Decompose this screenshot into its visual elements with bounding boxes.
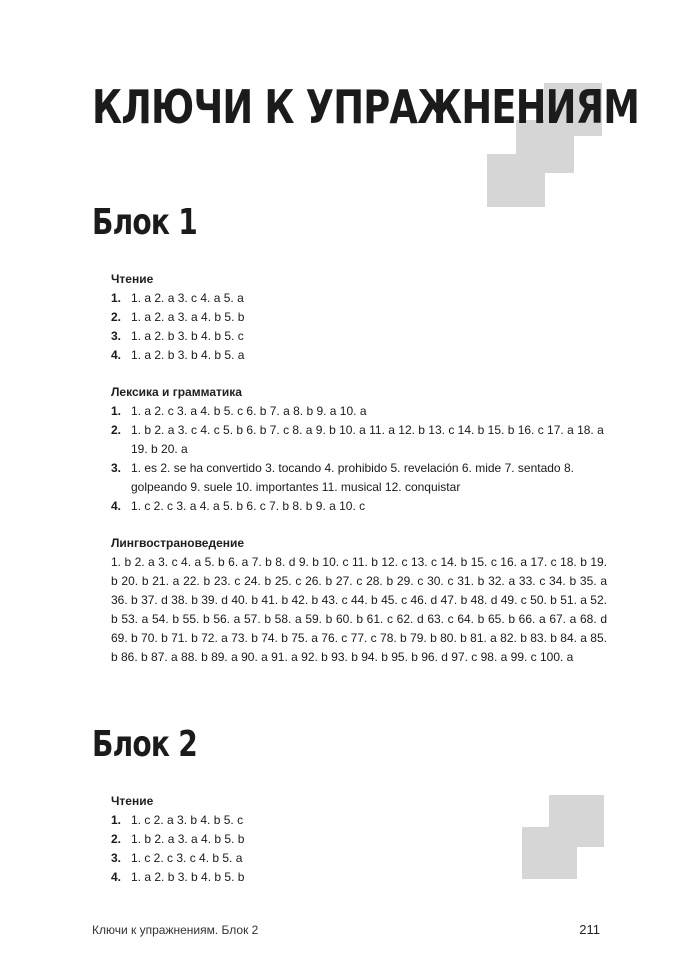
item-number: 4. bbox=[111, 499, 122, 513]
item-number: 3. bbox=[111, 461, 122, 475]
answer-item bbox=[111, 811, 606, 830]
decor-square-top-left bbox=[487, 154, 545, 207]
block1-culture-section bbox=[111, 534, 607, 667]
item-answers: 1. a 2. c 3. a 4. b 5. c 6. b 7. a 8. b 9. a 10. a bbox=[131, 404, 367, 418]
item-number: 1. bbox=[111, 813, 122, 827]
block2-reading-section bbox=[111, 792, 606, 887]
section-title: Чтение bbox=[111, 794, 154, 808]
answer-item bbox=[111, 402, 606, 421]
item-answers: 1. b 2. a 3. a 4. b 5. b bbox=[131, 832, 245, 846]
item-answers: 1. es 2. se ha convertido 3. tocando 4. prohibido 5. revelación 6. mide 7. sentado 8. golpeando 9. suele 10. importantes 11. musical 12. conquistar bbox=[131, 461, 574, 494]
block1-title: Блок 1 bbox=[92, 202, 197, 243]
answer-item bbox=[111, 346, 606, 365]
answer-item bbox=[111, 830, 606, 849]
item-number: 2. bbox=[111, 310, 122, 324]
answer-item bbox=[111, 421, 606, 459]
item-answers: 1. a 2. a 3. c 4. a 5. a bbox=[131, 291, 244, 305]
item-number: 2. bbox=[111, 832, 122, 846]
answer-item bbox=[111, 868, 606, 887]
section-title: Лексика и грамматика bbox=[111, 385, 242, 399]
item-answers: 1. c 2. c 3. a 4. a 5. b 6. c 7. b 8. b 9. a 10. c bbox=[131, 499, 366, 513]
item-answers: 1. a 2. b 3. b 4. b 5. b bbox=[131, 870, 245, 884]
item-number: 1. bbox=[111, 291, 122, 305]
answer-item bbox=[111, 849, 606, 868]
item-number: 4. bbox=[111, 870, 122, 884]
item-answers: 1. c 2. c 3. c 4. b 5. a bbox=[131, 851, 243, 865]
section-title: Лингвострановедение bbox=[111, 536, 245, 550]
item-answers: 1. a 2. b 3. b 4. b 5. c bbox=[131, 329, 244, 343]
item-answers: 1. a 2. a 3. a 4. b 5. b bbox=[131, 310, 245, 324]
answer-item bbox=[111, 459, 606, 497]
answer-item bbox=[111, 289, 606, 308]
page-number: 211 bbox=[579, 922, 600, 937]
answer-item bbox=[111, 497, 606, 516]
answer-item bbox=[111, 308, 606, 327]
answer-item bbox=[111, 327, 606, 346]
section-title: Чтение bbox=[111, 272, 154, 286]
item-number: 3. bbox=[111, 329, 122, 343]
block1-grammar-section bbox=[111, 383, 606, 516]
item-number: 2. bbox=[111, 423, 122, 437]
running-footer-title: Ключи к упражнениям. Блок 2 bbox=[92, 923, 259, 937]
item-answers: 1. a 2. b 3. b 4. b 5. a bbox=[131, 348, 245, 362]
item-answers: 1. b 2. a 3. c 4. c 5. b 6. b 7. c 8. a 9. b 10. a 11. a 12. b 13. c 14. b 15. b 16. c 17. a 18. a 19. b 20. a bbox=[131, 423, 604, 456]
item-number: 1. bbox=[111, 404, 122, 418]
item-number: 4. bbox=[111, 348, 122, 362]
block2-title: Блок 2 bbox=[92, 724, 197, 765]
culture-answers: 1. b 2. a 3. c 4. a 5. b 6. a 7. b 8. d 9. b 10. c 11. b 12. c 13. c 14. b 15. c 16. a 17. c 18. b 19. b 20. b 21. a 22. b 23. c 24. b 25. c 26. b 27. c 28. b 29. c 30. c 31. b 32. a 33. c 34. b 35. a 36. b 37. d 38. b 39. d 40. b 41. b 42. b 43. c 44. b 45. c 46. d 47. b 48. d 49. c 50. b 51. a 52. b 53. a 54. b 55. b 56. a 57. b 58. a 59. b 60. b 61. c 62. d 63. c 64. b 65. b 66. a 67. a 68. d 69. b 70. b 71. b 72. a 73. b 74. b 75. a 76. c 77. c 78. b 79. b 80. b 81. a 82. b 83. b 84. a 85. b 86. b 87. a 88. b 89. a 90. a 91. a 92. b 93. b 94. b 95. b 96. d 97. c 98. a 99. c 100. a bbox=[111, 555, 607, 664]
block1-reading-section bbox=[111, 270, 606, 365]
item-answers: 1. c 2. a 3. b 4. b 5. c bbox=[131, 813, 244, 827]
page-title: КЛЮЧИ К УПРАЖНЕНИЯМ bbox=[92, 80, 640, 134]
item-number: 3. bbox=[111, 851, 122, 865]
